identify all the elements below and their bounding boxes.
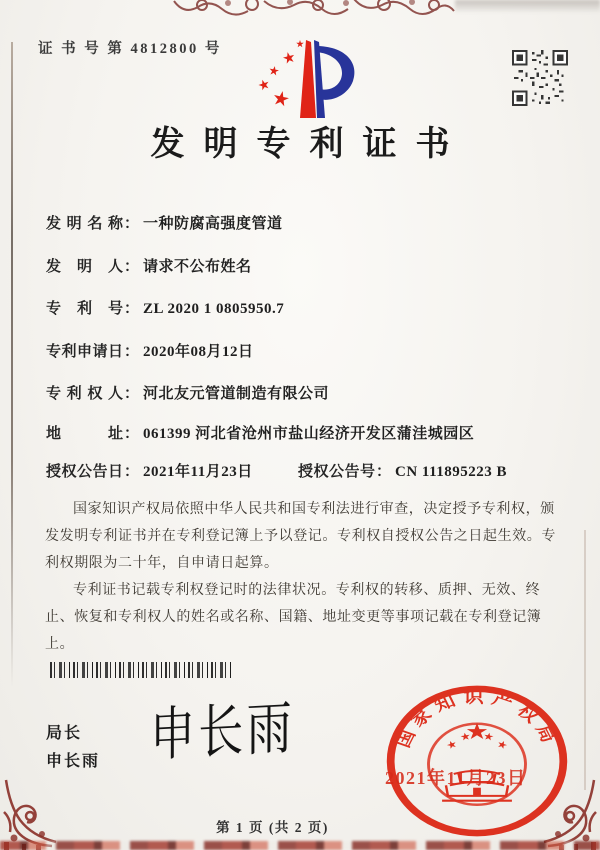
field-colon: ： <box>124 259 140 275</box>
field-row-application-date <box>46 340 254 361</box>
logo-stars <box>257 40 303 107</box>
page-footer: 第 1 页 (共 2 页) <box>216 820 329 835</box>
field-value: ZL 2020 1 0805950.7 <box>143 301 285 317</box>
corner-ornament-left <box>2 776 62 850</box>
qr-code <box>512 48 568 108</box>
field-value: 2020年08月12日 <box>143 344 254 360</box>
field-colon: ： <box>124 426 140 442</box>
field-value: 2021年11月23日 <box>143 464 253 480</box>
legal-paragraph-1: 国家知识产权局依照中华人民共和国专利法进行审查，决定授予专利权，颁发发明专利证书并在专利登记簿上予以登记。专利权自授权公告之日起生效。专利权期限为二十年，自申请日起算。 <box>45 502 556 571</box>
field-label: 授权公告号 <box>298 464 375 480</box>
field-row-invention-name <box>46 212 283 233</box>
legal-paragraph-2: 专利证书记载专利权登记时的法律状况。专利权的转移、质押、无效、终止、恢复和专利权人的姓名或名称、国籍、地址变更等事项记载在专利登记簿上。 <box>45 583 542 652</box>
photo-smudge <box>455 0 600 13</box>
field-value: 一种防腐高强度管道 <box>143 216 283 232</box>
field-label: 专利号 <box>46 301 123 317</box>
field-row-address <box>46 422 474 443</box>
certificate-number: 证 书 号 第 4812800 号 <box>38 41 222 57</box>
field-colon: ： <box>124 216 140 232</box>
field-label: 专利权人 <box>46 386 123 402</box>
field-value: 061399 河北省沧州市盐山经济开发区蒲洼城园区 <box>143 426 475 442</box>
field-row-inventor <box>46 255 252 276</box>
field-value: CN 111895223 B <box>395 464 508 480</box>
legal-text-block <box>45 496 563 658</box>
field-colon: ： <box>124 386 140 402</box>
cnipa-logo <box>252 36 364 122</box>
corner-ornament-right <box>538 776 598 850</box>
bottom-edge-ornament-strip <box>0 841 600 850</box>
field-row-grant-date <box>46 460 508 481</box>
logo-red-wedge <box>300 40 316 118</box>
field-row-patent-number <box>46 297 284 318</box>
field-label: 地址 <box>46 426 123 442</box>
director-title: 局长 <box>46 725 83 742</box>
director-signature: 申长雨 <box>149 695 295 769</box>
field-label: 授权公告日 <box>46 464 123 480</box>
top-border-ornament <box>168 0 460 17</box>
field-value: 请求不公布姓名 <box>143 259 252 275</box>
field-colon: ： <box>124 344 140 360</box>
logo-blue-p <box>314 40 355 118</box>
field-label: 发明名称 <box>46 216 123 232</box>
field-row-patentee <box>46 382 329 403</box>
field-colon: ： <box>124 464 140 480</box>
field-value: 河北友元管道制造有限公司 <box>143 386 330 402</box>
right-page-edge <box>584 530 586 790</box>
field-label: 专利申请日 <box>46 344 123 360</box>
director-name: 申长雨 <box>46 753 101 770</box>
barcode <box>50 662 232 678</box>
seal-date-stamp: 2021年11月23日 <box>385 768 527 788</box>
field-pair-grant-number <box>298 460 507 481</box>
field-label: 发明人 <box>46 259 123 275</box>
seal-text: 国家知识产权局 <box>391 688 563 751</box>
field-colon: ： <box>376 464 392 480</box>
field-colon: ： <box>124 301 140 317</box>
certificate-title: 发明专利证书 <box>150 126 469 163</box>
